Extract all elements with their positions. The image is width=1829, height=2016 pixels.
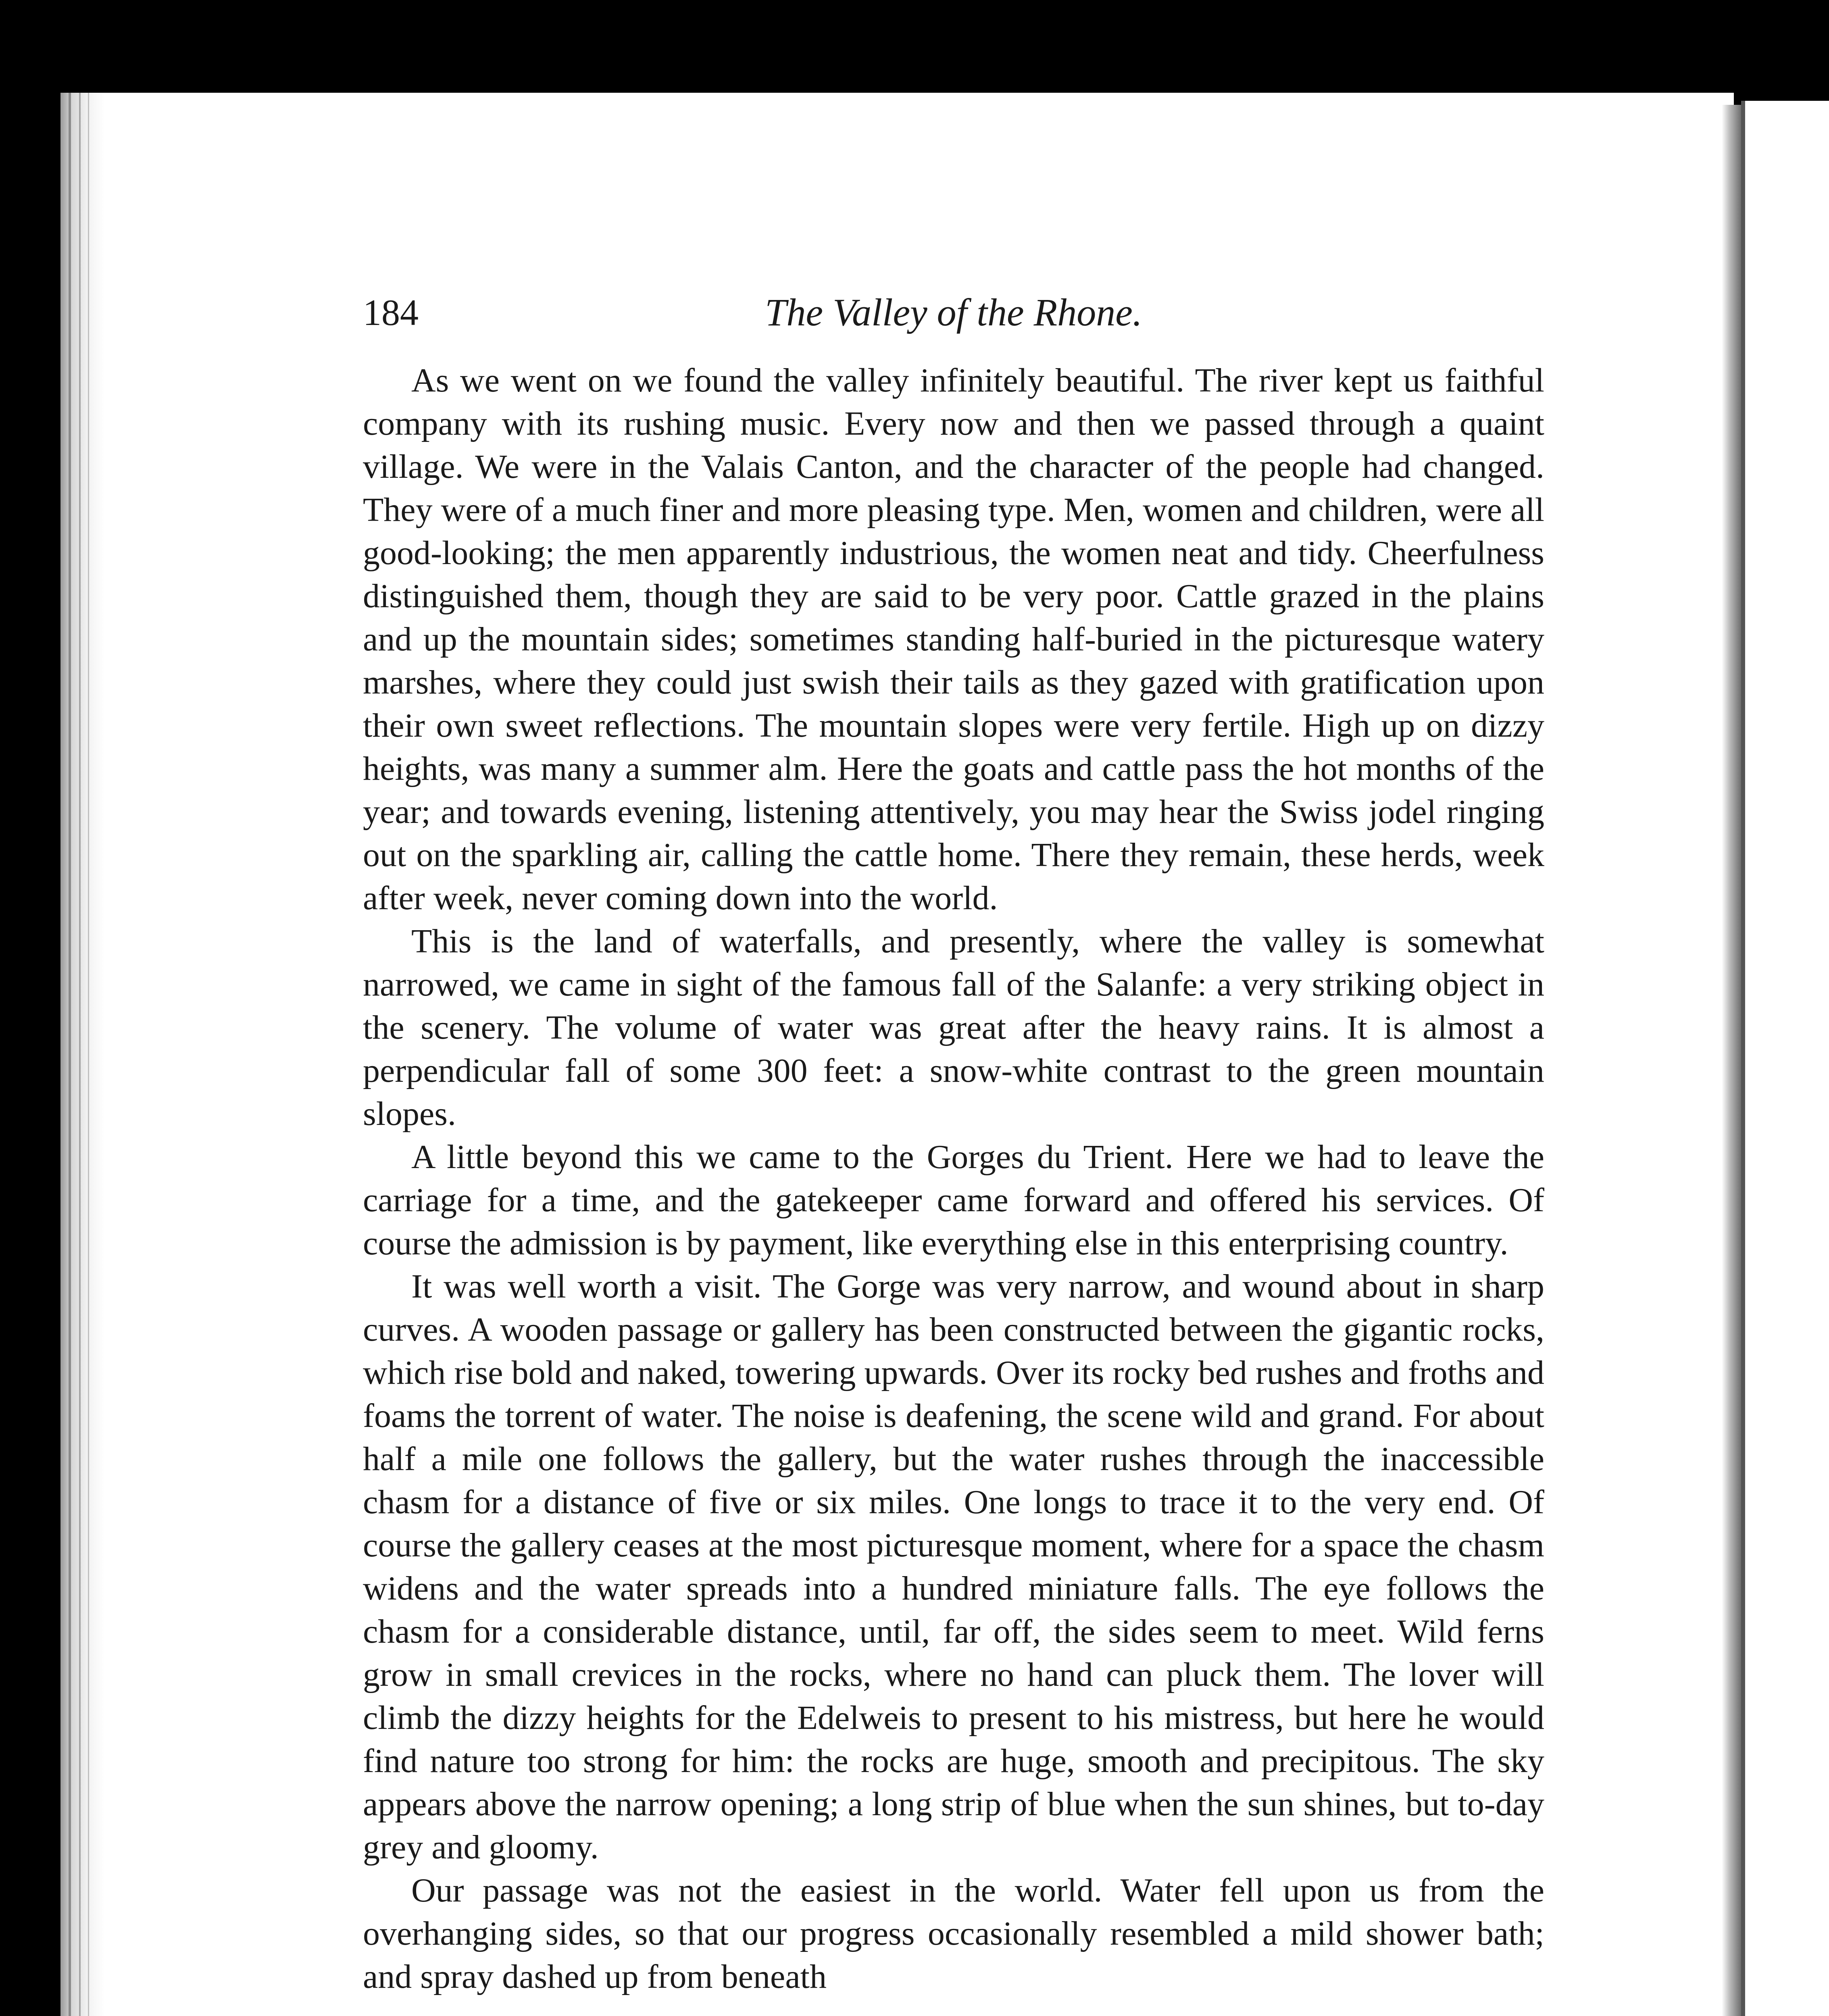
page-number: 184: [363, 292, 419, 333]
paragraph: As we went on we found the valley infinitely beautiful. The river kept us faithful company with its rushing music. Every now and then we passed through a quaint village. We were in the Valais Canton, and the character of the people had changed. They were of a much finer and more pleasing type. Men, women and children, were all good-looking; the men apparently industrious, the women neat and tidy. Cheerfulness distinguished them, though they are said to be very poor. Cattle grazed in the plains and up the mountain sides; sometimes standing half-buried in the picturesque watery marshes, where they could just swish their tails as they gazed with gratification upon their own sweet reflections. The mountain slopes were very fertile. High up on dizzy heights, was many a summer alm. Here the goats and cattle pass the hot months of the year; and towards evening, listening attentively, you may hear the Swiss jodel ringing out on the sparkling air, calling the cattle home. There they remain, these herds, week after week, never coming down into the world.: [363, 362, 1544, 917]
page-edge-shadow: [1722, 105, 1741, 2016]
adjacent-page: [1741, 101, 1829, 2016]
paragraph: This is the land of waterfalls, and presently, where the valley is somewhat narrowed, we came in sight of the famous fall of the Salanfe: a very striking object in the scenery. The volume of water was great after the heavy rains. It is almost a perpendicular fall of some 300 feet: a snow-white contrast to the green mountain slopes.: [363, 923, 1544, 1133]
gutter-line: [88, 93, 89, 2016]
gutter-line: [69, 93, 71, 2016]
paragraph: A little beyond this we came to the Gorges du Trient. Here we had to leave the carriage for a time, and the gatekeeper came forward and offered his services. Of course the admission is by payment, like everything else in this enterprising country.: [363, 1138, 1544, 1262]
gutter-line: [79, 93, 81, 2016]
page-header: [363, 278, 1544, 347]
page-body: [363, 359, 1544, 2016]
running-title: The Valley of the Rhone.: [765, 291, 1142, 334]
page-gutter-shadow: [60, 93, 105, 2016]
paragraph: It was well worth a visit. The Gorge was very narrow, and wound about in sharp curves. A wooden passage or gallery has been constructed between the gigantic rocks, which rise bold and naked, towering upwards. Over its rocky bed rushes and froths and foams the torrent of water. The noise is deafening, the scene wild and grand. For about half a mile one follows the gallery, but the water rushes through the inaccessible chasm for a distance of five or six miles. One longs to trace it to the very end. Of course the gallery ceases at the most picturesque moment, where for a space the chasm widens and the water spreads into a hundred miniature falls. The eye follows the chasm for a considerable distance, until, far off, the sides seem to meet. Wild ferns grow in small crevices in the rocks, where no hand can pluck them. The lover will climb the dizzy heights for the Edelweis to present to his mistress, but here he would find nature too strong for him: the rocks are huge, smooth and precipitous. The sky appears above the narrow opening; a long strip of blue when the sun shines, but to-day grey and gloomy.: [363, 1268, 1544, 1866]
paragraph: Our passage was not the easiest in the world. Water fell upon us from the overhanging sides, so that our progress occasionally resembled a mild shower bath; and spray dashed up from beneath: [363, 1872, 1544, 1995]
